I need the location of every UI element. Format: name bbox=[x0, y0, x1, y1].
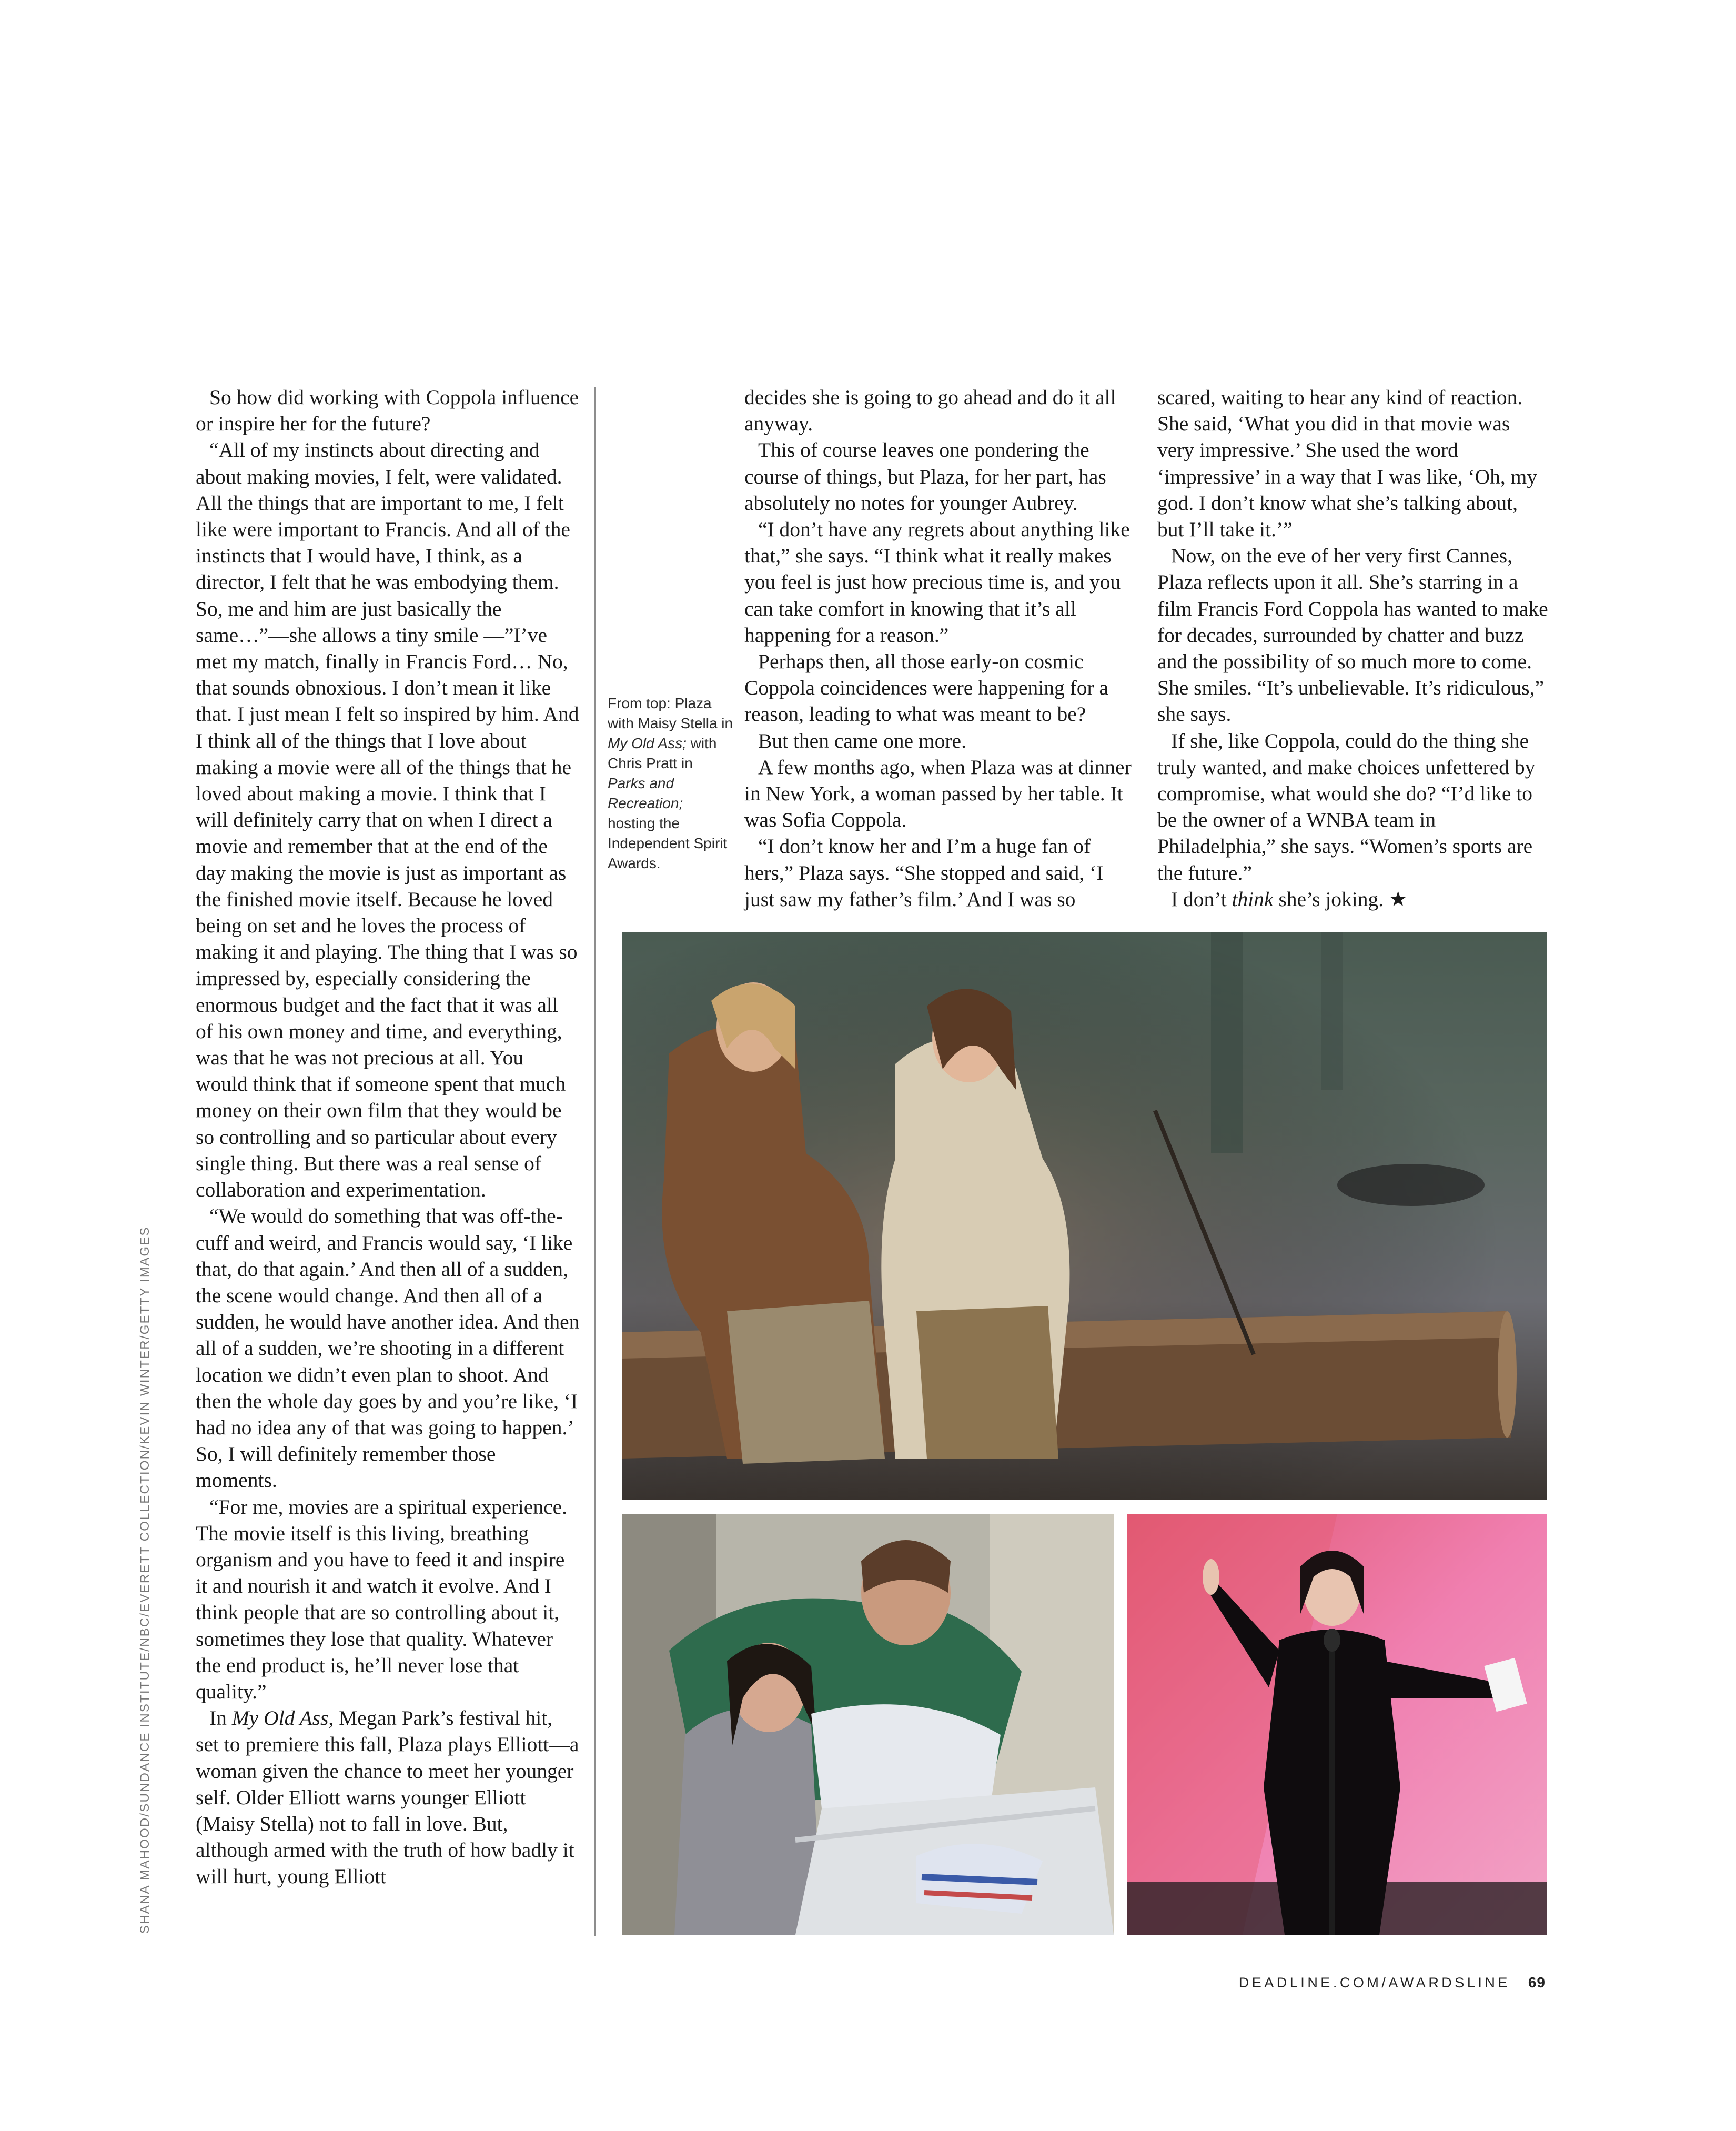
paragraph: Now, on the eve of her very first Cannes, Plaza reflects upon it all. She’s starring in a film Francis Ford Coppola has wanted to make for decades, surrounded by chatter and buzz and the possibility of so much more to come. She smiles. “It’s unbelievable. It’s ridiculous,” she says. bbox=[1157, 544, 1548, 726]
footer-site-name: DEADLINE.COM/AWARDSLINE bbox=[1238, 1975, 1510, 1991]
paragraph: decides she is going to go ahead and do it all anyway. bbox=[744, 386, 1116, 436]
closing-line bbox=[1157, 886, 1549, 912]
photo-hospital-scene bbox=[622, 1514, 1114, 1935]
caption-film-title: My Old Ass; bbox=[608, 735, 687, 751]
text-run: In bbox=[209, 1706, 232, 1730]
paragraph: “All of my instincts about directing and about making movies, I felt, were validated. All the things that are important to me, I felt like were important to Francis. And all of the instincts that I would have, I think, as a director, I felt that he was embodying them. So, me and him are just basically the same…”—she allows a tiny smile —”I’ve met my match, finally in Francis Ford… No, that sounds obnoxious. I don’t mean it like that. I just mean I felt so inspired by him. And I think all of the things that I love about making a movie were all of the things that he loved about making a movie. I think that I will definitely carry that on when I direct a movie and remember that at the end of the day making the movie is just as important as the finished movie itself. Because he loved being on set and he loves the process of making it and playing. The thing that I was so impressed by, especially considering the enormous budget and the fact that it was all of his own money and time, and everything, was that he was not precious at all. You would think that if someone spent that much money on their own film that they would be so controlling and so particular about every single thing. But there was a real sense of collaboration and experimentation. bbox=[196, 438, 579, 1202]
paragraph: “For me, movies are a spiritual experience. The movie itself is this living, breathing organism and you have to feed it and inspire it and nourish it and watch it evolve. And I think people that are so controlling about it, sometimes they lose that quality. Whatever the end product is, he’ll never lose that quality.” bbox=[196, 1495, 568, 1703]
photo-campfire-scene bbox=[622, 932, 1547, 1500]
paragraph: But then came one more. bbox=[758, 729, 966, 752]
page-number: 69 bbox=[1528, 1974, 1546, 1991]
paragraph: This of course leaves one pondering the course of things, but Plaza, for her part, has absolutely no notes for younger Aubrey. bbox=[744, 438, 1106, 515]
caption-text: hosting the Independent Spirit Awards. bbox=[608, 815, 728, 871]
paragraph: “We would do something that was off-the-cuff and weird, and Francis would say, ‘I like that, do that again.’ And then all of a sudden, the scene would change. And then all of a sudden, he would have another idea. And then all of a sudden, we’re shooting in a different location we didn’t even plan to shoot. And then the whole day goes by and you’re like, ‘I had no idea any of that was going to happen.’ So, I will definitely remember those moments. bbox=[196, 1204, 580, 1492]
article-column-3 bbox=[1157, 384, 1549, 912]
column-divider bbox=[594, 387, 596, 1936]
caption-text: From top: Plaza with Maisy Stella in bbox=[608, 695, 733, 731]
article-column-2 bbox=[744, 384, 1134, 912]
text-run: , Megan Park’s festival hit, set to premiere this fall, Plaza plays Elliott—a woman given the chance to meet her younger self. Older Elliott warns younger Elliott (Maisy Stella) not to fall in love. But, although armed with the truth of how badly it will hurt, young Elliott bbox=[196, 1706, 579, 1888]
paragraph bbox=[196, 1705, 580, 1889]
film-title: My Old Ass bbox=[231, 1706, 329, 1730]
emphasis: think bbox=[1232, 887, 1274, 911]
text-run: she’s joking. ★ bbox=[1273, 887, 1408, 911]
paragraph: “I don’t know her and I’m a huge fan of hers,” Plaza says. “She stopped and said, ‘I just saw my father’s film.’ And I was so bbox=[744, 835, 1104, 911]
paragraph: scared, waiting to hear any kind of reaction. She said, ‘What you did in that movie was very impressive.’ She used the word ‘impressive’ in a way that I was like, ‘Oh, my god. I don’t know what she’s talking about, but I’ll take it.’” bbox=[1157, 386, 1538, 541]
paragraph: A few months ago, when Plaza was at dinner in New York, a woman passed by her table. It was Sofia Coppola. bbox=[744, 755, 1132, 832]
paragraph: Perhaps then, all those early-on cosmic Coppola coincidences were happening for a reason, leading to what was meant to be? bbox=[744, 650, 1109, 726]
paragraph: If she, like Coppola, could do the thing she truly wanted, and make choices unfettered by compromise, what would she do? “I’d like to be the owner of a WNBA team in Philadelphia,” she says. “Women’s sports are the future.” bbox=[1157, 729, 1536, 884]
text-run: I don’t bbox=[1171, 887, 1232, 911]
article-column-1 bbox=[196, 384, 580, 1890]
caption-text: with Chris Pratt in bbox=[608, 735, 717, 771]
photo-caption bbox=[608, 693, 734, 873]
page-footer bbox=[1239, 1974, 1546, 1991]
photo-credit: SHANA MAHOOD/SUNDANCE INSTITUTE/NBC/EVERETT COLLECTION/KEVIN WINTER/GETTY IMAGES bbox=[138, 1226, 152, 1934]
photo-awards-stage bbox=[1127, 1514, 1547, 1935]
paragraph: So how did working with Coppola influence or inspire her for the future? bbox=[196, 386, 579, 436]
paragraph: “I don’t have any regrets about anything like that,” she says. “I think what it really makes you feel is just how precious time is, and you can take comfort in knowing that it’s all happening for a reason.” bbox=[744, 518, 1130, 647]
caption-film-title: Parks and Recreation; bbox=[608, 775, 683, 811]
